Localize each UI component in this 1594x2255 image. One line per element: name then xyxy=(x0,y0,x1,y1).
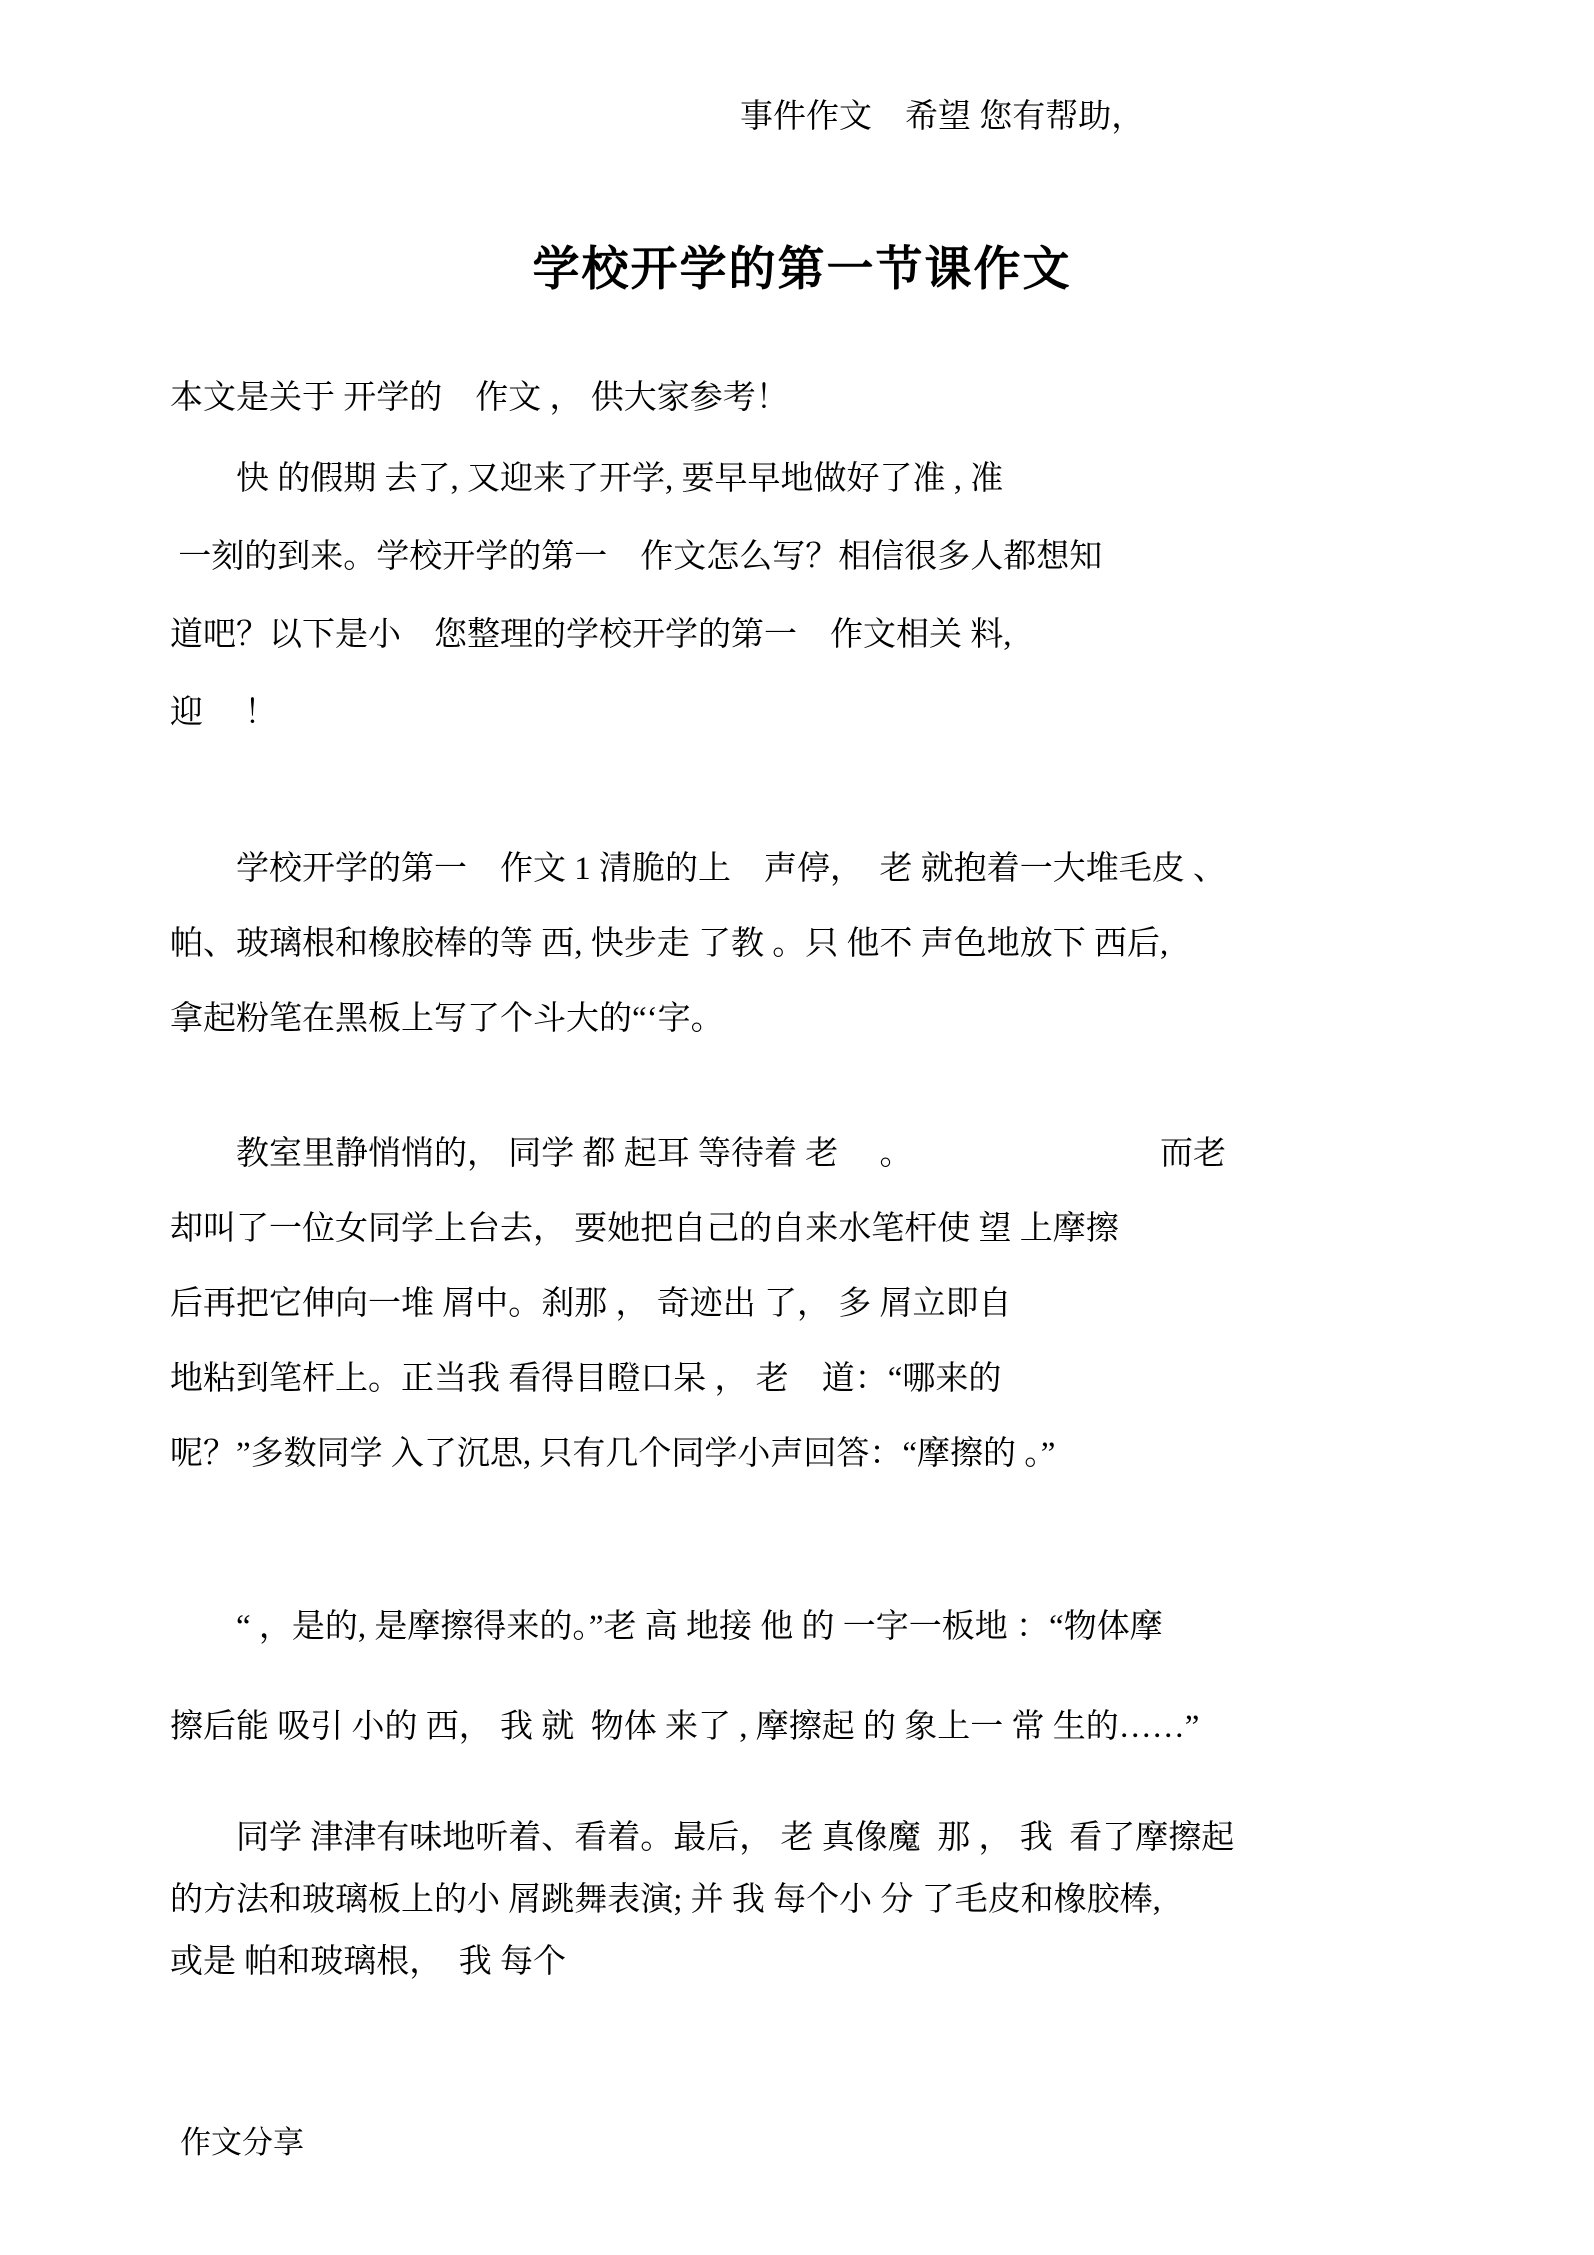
text-line: “ ，是的, 是摩擦得来的。”老 高 地接 他 的 一字一板地 ：“物体摩 xyxy=(236,1609,1163,1645)
document-header-line: 事件作文 希望 您有帮助， xyxy=(740,99,1145,135)
text-line: 一刻的到来。学校开学的第一 作文怎么写？相信很多人都想知 xyxy=(170,539,1103,575)
text-line: 的方法和玻璃板上的小 屑跳舞表演; 并 我 每个小 分 了毛皮和橡胶棒, xyxy=(170,1882,1161,1918)
document-footer-label: 作文分享 xyxy=(180,2125,304,2160)
text-line: 擦后能 吸引 小的 西， 我 就 物体 来了 , 摩擦起 的 象上一 常 生的……” xyxy=(170,1709,1200,1745)
text-line: 道吧？以下是小 您整理的学校开学的第一 作文相关 料, xyxy=(170,617,1012,653)
text-line: 迎 ！ xyxy=(170,695,278,731)
text-line: 同学 津津有味地听着、看着。最后， 老 真像魔 那 ， 我 看了摩擦起 xyxy=(236,1820,1235,1856)
text-line: 地粘到笔杆上。正当我 看得目瞪口呆 ， 老 道：“哪来的 xyxy=(170,1361,1002,1397)
text-line: 学校开学的第一 作文 1 清脆的上 声停， 老 就抱着一大堆毛皮 、 xyxy=(236,851,1226,887)
paragraph-classroom xyxy=(170,1117,1434,1492)
paragraph-quote xyxy=(170,1577,1434,1777)
text-line: 却叫了一位女同学上台去， 要她把自己的自来水笔杆使 望 上摩擦 xyxy=(170,1211,1119,1247)
text-line: 快 的假期 去了, 又迎来了开学, 要早早地做好了准 , 准 xyxy=(236,461,1004,497)
text-line: 后再把它伸向一堆 屑中。刹那 ， 奇迹出 了， 多 屑立即自 xyxy=(170,1286,1012,1322)
text-line: 本文是关于 开学的 作文 ， 供大家参考！ xyxy=(170,380,789,416)
text-line: 教室里静悄悄的， 同学 都 起耳 等待着 老 。 而老 xyxy=(236,1136,1226,1172)
paragraph-greeting xyxy=(170,440,1434,752)
paragraph-intro xyxy=(170,376,1434,420)
page-title: 学校开学的第一节课作文 xyxy=(532,244,1072,296)
text-line: 拿起粉笔在黑板上写了个斗大的“‘字。 xyxy=(170,1001,724,1037)
text-line: 呢？”多数同学 入了沉思, 只有几个同学小声回答：“摩擦的 。” xyxy=(170,1436,1056,1472)
paragraph-ending xyxy=(170,1807,1434,1993)
document-content xyxy=(0,95,1594,2163)
paragraph-first-class xyxy=(170,832,1434,1057)
text-line: 帕、玻璃根和橡胶棒的等 西, 快步走 了教 。只 他不 声色地放下 西后, xyxy=(170,926,1169,962)
text-line: 或是 帕和玻璃根， 我 每个 xyxy=(170,1944,566,1980)
